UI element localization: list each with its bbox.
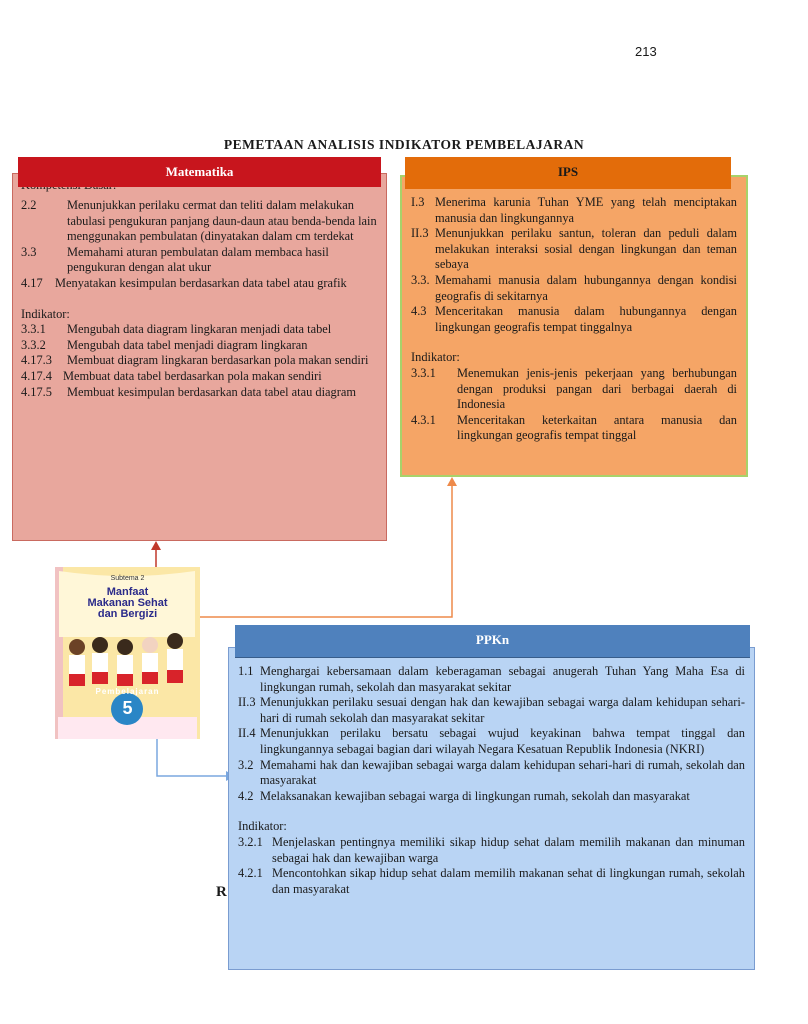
matematika-indikator-label: Indikator: xyxy=(21,306,70,321)
cover-number: 5 xyxy=(122,698,133,718)
ppkn-kd-item: 1.1 Menghargai kebersamaan dalam keberagaman sebagai anugerah Tuhan Yang Maha Esa di lingkungan rumah, sekolah dan masyarakat sekitar xyxy=(238,664,745,694)
matematika-header: Matematika xyxy=(18,157,381,187)
matematika-indikator-item: 4.17.5 Membuat kesimpulan berdasarkan data tabel atau diagram xyxy=(21,384,357,399)
ips-kd-item: I.3 Menerima karunia Tuhan YME yang telah menciptakan manusia dan lingkungannya xyxy=(411,195,737,225)
matematika-indikator-item: 3.3.1 Mengubah data diagram lingkaran menjadi data tabel xyxy=(21,322,332,337)
ppkn-indikator-item: 4.2.1 Mencontohkan sikap hidup sehat dalam memilih makanan sehat di lingkungan rumah, sekolah dan masyarakat xyxy=(238,866,745,896)
ips-header: IPS xyxy=(405,157,731,189)
ips-kd-item: 4.3 Menceritakan manusia dalam hubungannya dengan lingkungan geografis tempat tinggalnya xyxy=(411,304,737,334)
cover-subtema: Subtema 2 xyxy=(110,575,145,582)
matematika-kd-label xyxy=(21,190,378,196)
ips-indikator-label: Indikator: xyxy=(411,350,460,365)
page-number: 213 xyxy=(635,44,657,59)
ppkn-header: PPKn xyxy=(235,625,750,658)
arrow-head-matematika xyxy=(151,541,161,550)
ips-kd-item: 3.3. Memahami manusia dalam hubungannya dengan kondisi geografis di sekitarnya xyxy=(411,272,737,303)
matematika-indikator-item: 3.3.2 Mengubah data tabel menjadi diagram lingkaran xyxy=(21,337,308,352)
matematika-kd-item: 3.3 Memahami aturan pembulatan dalam membaca hasil pengukuran dengan alat ukur xyxy=(21,244,329,275)
ips-indikator-item: 4.3.1 Menceritakan keterkaitan antara manusia dan lingkungan geografis tempat tinggal xyxy=(411,412,737,443)
covered-text-fragment: R xyxy=(216,884,227,900)
arrow-to-ppkn xyxy=(157,739,228,776)
page-title: PEMETAAN ANALISIS INDIKATOR PEMBELAJARAN xyxy=(223,137,585,152)
ppkn-kd-item: 4.2 Melaksanakan kewajiban sebagai warga di lingkungan rumah, sekolah dan masyarakat xyxy=(238,788,690,803)
ips-indikator-item: 3.3.1 Menemukan jenis-jenis pekerjaan yang berhubungan dengan produksi pangan dari berbagai daerah di Indonesia xyxy=(411,365,737,412)
ppkn-indikator-item: 3.2.1 Menjelaskan pentingnya memiliki sikap hidup sehat dalam memilih makanan dan minuman sebagai hak dan kewajiban warga xyxy=(238,834,745,865)
ppkn-indikator-label: Indikator: xyxy=(238,819,287,834)
ppkn-kd-item: 3.2 Memahami hak dan kewajiban sebagai warga dalam kehidupan sehari-hari di rumah, sekolah dan masyarakat xyxy=(238,757,745,788)
ppkn-kd-item: II.4 Menunjukkan perilaku bersatu sebagai wujud keyakinan bahwa tempat tinggal dan lingkungannya sebagai bagian dari wilayah Negara Kesatuan Republik Indonesia (NKRI) xyxy=(238,726,745,756)
matematika-kd-item: 4.17 Menyatakan kesimpulan berdasarkan data tabel atau grafik xyxy=(21,275,347,290)
arrow-head-ips xyxy=(447,477,457,486)
matematika-indikator-item: 4.17.3 Membuat diagram lingkaran berdasarkan pola makan sendiri xyxy=(21,353,369,368)
matematika-kd-item: 2.2 Menunjukkan perilaku cermat dan teliti dalam melakukan tabulasi pengukuran panjang daun-daun atau benda-benda lain menggunakan pembulatan (dinyatakan dalam cm terdekat xyxy=(21,198,377,244)
matematika-box xyxy=(12,173,387,541)
ips-kd-item: II.3 Menunjukkan perilaku santun, toleran dan peduli dalam melakukan interaksi sosial dengan lingkungan dan teman sebaya xyxy=(411,226,737,272)
cover-title: Manfaat Makanan Sehat dan Bergizi xyxy=(87,586,168,620)
book-cover-image xyxy=(55,567,200,739)
cover-series-label: Pembelajaran xyxy=(95,687,160,696)
ips-box xyxy=(400,175,748,477)
ppkn-kd-item: II.3 Menunjukkan perilaku sesuai dengan hak dan kewajiban sebagai warga dalam kehidupan sehari-hari di rumah sekolah dan masyarakat sekitar xyxy=(238,695,745,725)
ppkn-box xyxy=(228,647,755,970)
matematika-indikator-item: 4.17.4 Membuat data tabel berdasarkan pola makan sendiri xyxy=(21,368,322,383)
